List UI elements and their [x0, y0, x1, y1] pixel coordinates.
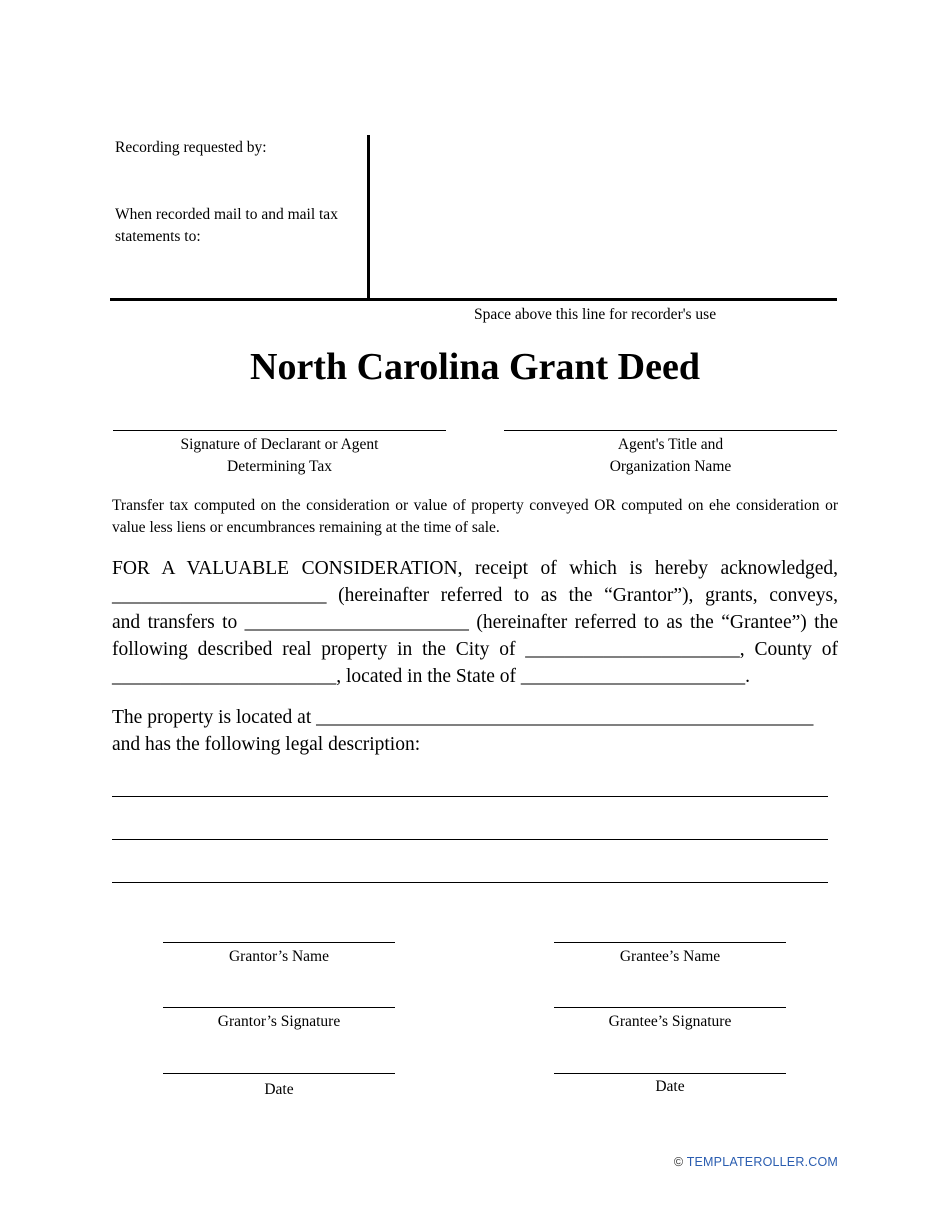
agent-title-label [504, 434, 837, 478]
legal-description-line[interactable] [112, 882, 828, 883]
templateroller-link[interactable]: TEMPLATEROLLER.COM [686, 1155, 838, 1169]
declarant-signature-label [113, 434, 446, 478]
grantor-date-line[interactable] [163, 1073, 395, 1074]
grantee-name-line[interactable] [554, 942, 786, 943]
declarant-signature-line[interactable] [113, 430, 446, 431]
agent-label-line2: Organization Name [609, 458, 732, 475]
legal-description-line[interactable] [112, 839, 828, 840]
grantor-signature-label: Grantor’s Signature [217, 1013, 341, 1030]
consideration-line-3[interactable]: and transfers to _______________________ (hereinafter referred to as the “Grantee”) the [112, 612, 838, 633]
grantee-name-label: Grantee’s Name [619, 948, 721, 965]
consideration-line-5[interactable]: _______________________, located in the State of _______________________. [112, 666, 751, 687]
consideration-line-1: FOR A VALUABLE CONSIDERATION, receipt of which is hereby acknowledged, [112, 558, 838, 579]
grantor-signature-line[interactable] [163, 1007, 395, 1008]
header-vertical-divider [367, 135, 370, 301]
grantor-name-label: Grantor’s Name [228, 948, 329, 965]
declarant-label-line2: Determining Tax [227, 458, 332, 475]
page-title: North Carolina Grant Deed [250, 346, 700, 388]
transfer-tax-paragraph: Transfer tax computed on the consideration or value of property conveyed OR computed on ehe consideration or value less liens or encumbrances remaining at the time of sale. [112, 497, 838, 536]
recording-requested-label: Recording requested by: [115, 139, 267, 156]
mail-to-label: When recorded mail to and mail tax statements to: [115, 206, 338, 245]
recorder-line [110, 298, 837, 301]
grantee-signature-line[interactable] [554, 1007, 786, 1008]
grantor-date-label: Date [264, 1081, 294, 1098]
property-location-line[interactable]: The property is located at ___________________________________________________ [112, 707, 814, 728]
agent-title-line[interactable] [504, 430, 837, 431]
grantor-name-line[interactable] [163, 942, 395, 943]
legal-description-label: and has the following legal description: [112, 734, 421, 755]
grantee-signature-label: Grantee’s Signature [608, 1013, 732, 1030]
recorder-space-note: Space above this line for recorder's use [474, 306, 717, 323]
consideration-line-4[interactable]: following described real property in the City of ______________________, County of [112, 639, 838, 660]
legal-description-line[interactable] [112, 796, 828, 797]
declarant-label-line1: Signature of Declarant or Agent [180, 436, 379, 453]
consideration-paragraph [112, 555, 838, 690]
footer-credit [674, 1155, 838, 1169]
agent-label-line1: Agent's Title and [617, 436, 724, 453]
grantee-date-label: Date [655, 1078, 685, 1095]
property-paragraph [112, 704, 838, 758]
copyright-symbol: © [673, 1155, 684, 1169]
consideration-line-2[interactable]: ______________________ (hereinafter referred to as the “Grantor”), grants, conveys, [112, 585, 838, 606]
grantee-date-line[interactable] [554, 1073, 786, 1074]
